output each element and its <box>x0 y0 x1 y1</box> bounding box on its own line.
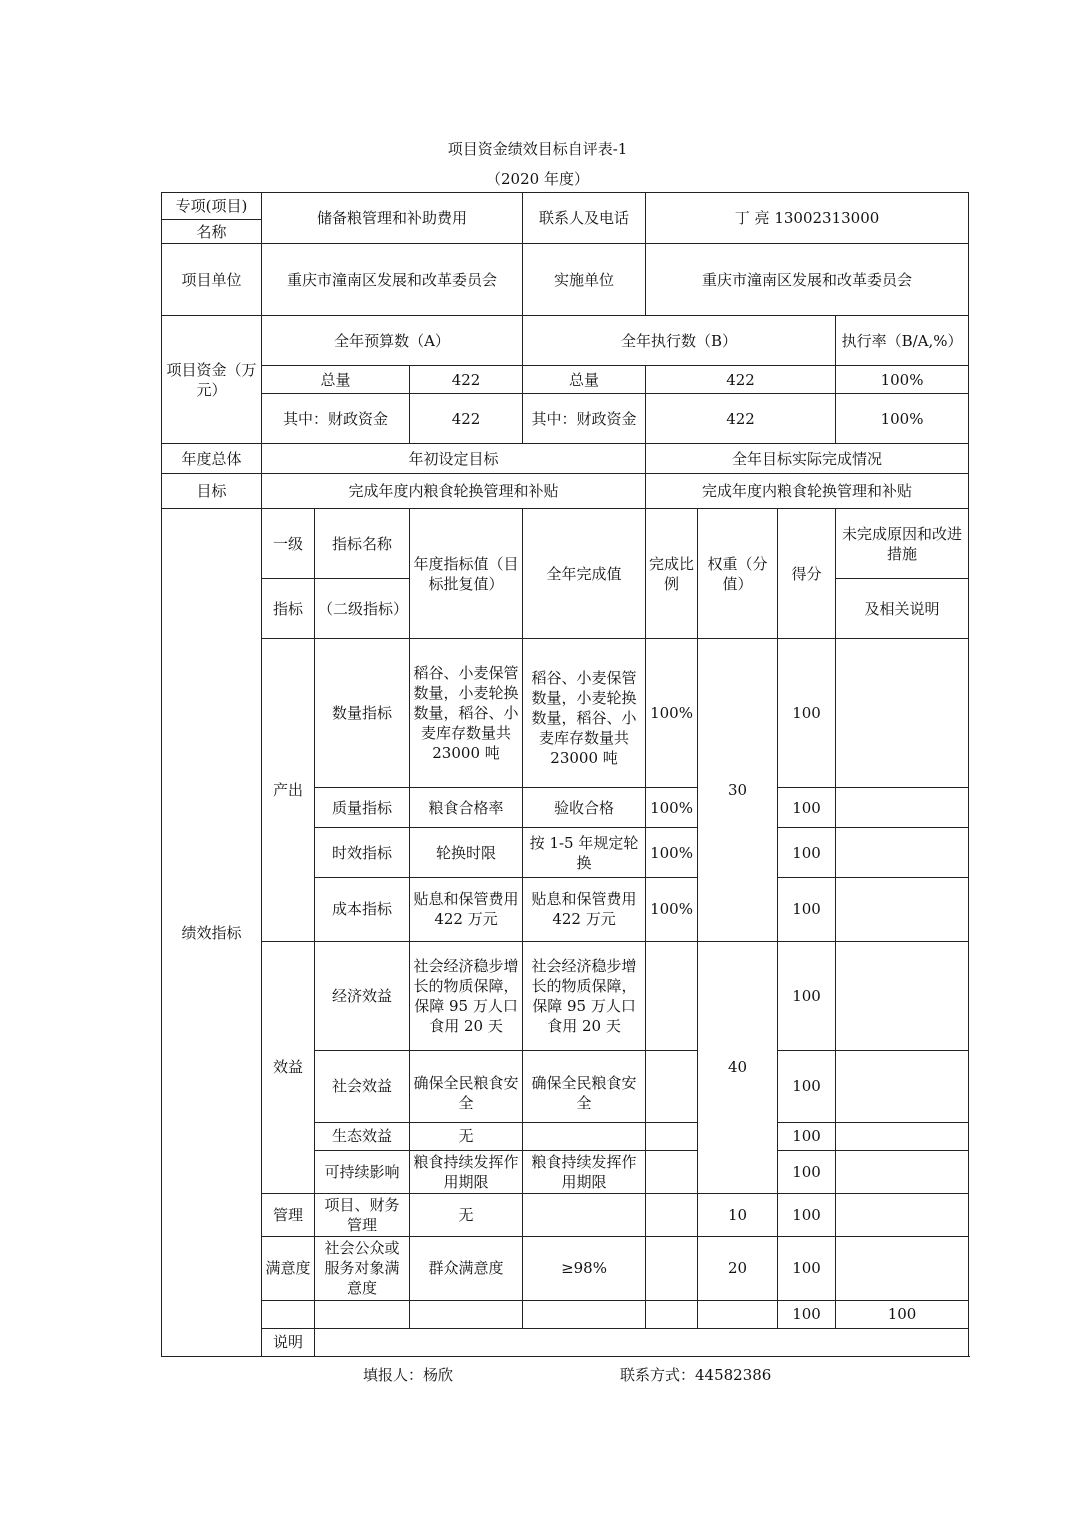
indicator-ratio: 100% <box>646 639 698 788</box>
indicator-name: 可持续影响 <box>315 1150 410 1193</box>
indicator-score: 100 <box>778 1236 836 1300</box>
indicator-actual <box>523 1193 646 1236</box>
indicator-reason <box>836 1193 969 1236</box>
indicator-target: 贴息和保管费用 422 万元 <box>410 878 523 941</box>
indicator-actual: 稻谷、小麦保管数量，小麦轮换数量，稻谷、小麦库存数量共 23000 吨 <box>523 639 646 788</box>
contact-label: 联系人及电话 <box>523 193 646 244</box>
col-actual: 全年完成值 <box>523 509 646 639</box>
indicator-target: 粮食持续发挥作用期限 <box>410 1150 523 1193</box>
indicator-ratio <box>646 1122 698 1150</box>
indicator-actual: 按 1-5 年规定轮换 <box>523 828 646 878</box>
exec-label: 全年执行数（B） <box>523 316 836 366</box>
fiscal-exec: 422 <box>646 394 836 444</box>
indicator-score: 100 <box>778 878 836 941</box>
indicator-ratio <box>646 1150 698 1193</box>
fiscal-budget: 422 <box>410 394 523 444</box>
indicator-ratio <box>646 1193 698 1236</box>
remark-value <box>315 1328 969 1356</box>
indicator-target: 粮食合格率 <box>410 788 523 828</box>
indicator-actual: 确保全民粮食安全 <box>523 1050 646 1122</box>
contact-value: 丁 亮 13002313000 <box>646 193 969 244</box>
indicator-ratio: 100% <box>646 878 698 941</box>
total-row-cell <box>646 1300 698 1328</box>
goals-actual: 完成年度内粮食轮换管理和补贴 <box>646 474 969 509</box>
col-target: 年度指标值（目标批复值） <box>410 509 523 639</box>
category-benefit: 效益 <box>262 941 315 1193</box>
management-weight: 10 <box>698 1193 778 1236</box>
indicator-name: 社会效益 <box>315 1050 410 1122</box>
fiscal-label: 其中：财政资金 <box>262 394 410 444</box>
satisfaction-weight: 20 <box>698 1236 778 1300</box>
indicator-reason <box>836 828 969 878</box>
impl-label: 实施单位 <box>523 244 646 316</box>
indicator-target: 稻谷、小麦保管数量，小麦轮换数量，稻谷、小麦库存数量共 23000 吨 <box>410 639 523 788</box>
indicator-ratio <box>646 941 698 1050</box>
indicators-label: 绩效指标 <box>162 509 262 1357</box>
total-label: 总量 <box>262 366 410 394</box>
project-name-label: 专项(项目) <box>162 193 262 220</box>
indicator-target: 群众满意度 <box>410 1236 523 1300</box>
benefit-weight: 40 <box>698 941 778 1193</box>
col-ratio: 完成比例 <box>646 509 698 639</box>
indicator-name: 社会公众或服务对象满意度 <box>315 1236 410 1300</box>
reporter: 填报人：杨欣 <box>363 1366 454 1384</box>
category-satisfaction: 满意度 <box>262 1236 315 1300</box>
performance-table <box>161 192 969 1357</box>
indicator-reason <box>836 1150 969 1193</box>
goals-initial-label: 年初设定目标 <box>262 444 646 474</box>
total-budget: 422 <box>410 366 523 394</box>
indicator-target: 确保全民粮食安全 <box>410 1050 523 1122</box>
indicator-score: 100 <box>778 1193 836 1236</box>
total-score: 100 <box>836 1300 969 1328</box>
indicator-target: 无 <box>410 1122 523 1150</box>
remark-label: 说明 <box>262 1328 315 1356</box>
indicator-target: 无 <box>410 1193 523 1236</box>
total-rate: 100% <box>836 366 969 394</box>
project-name: 储备粮管理和补助费用 <box>262 193 523 244</box>
col-score: 得分 <box>778 509 836 639</box>
indicator-reason <box>836 1050 969 1122</box>
indicator-name: 质量指标 <box>315 788 410 828</box>
col-reason: 未完成原因和改进措施 <box>836 509 969 579</box>
total-row-cell <box>262 1300 315 1328</box>
indicator-reason <box>836 639 969 788</box>
indicator-target: 社会经济稳步增长的物质保障，保障 95 万人口食用 20 天 <box>410 941 523 1050</box>
indicator-ratio <box>646 1236 698 1300</box>
reporter-contact: 联系方式：44582386 <box>620 1366 772 1384</box>
indicator-score: 100 <box>778 941 836 1050</box>
goals-label-2: 目标 <box>162 474 262 509</box>
indicator-score: 100 <box>778 1122 836 1150</box>
indicator-score: 100 <box>778 1150 836 1193</box>
category-output: 产出 <box>262 639 315 941</box>
indicator-name: 时效指标 <box>315 828 410 878</box>
budget-label: 全年预算数（A） <box>262 316 523 366</box>
indicator-ratio: 100% <box>646 788 698 828</box>
indicator-reason <box>836 1236 969 1300</box>
page-subtitle: （2020 年度） <box>486 170 589 188</box>
indicator-score: 100 <box>778 788 836 828</box>
total-exec-label: 总量 <box>523 366 646 394</box>
indicator-actual: 验收合格 <box>523 788 646 828</box>
indicator-name: 成本指标 <box>315 878 410 941</box>
col-weight: 权重（分值） <box>698 509 778 639</box>
col-name-b: （二级指标） <box>315 579 410 639</box>
unit-value: 重庆市潼南区发展和改革委员会 <box>262 244 523 316</box>
indicator-actual: ≥98% <box>523 1236 646 1300</box>
indicator-ratio: 100% <box>646 828 698 878</box>
fiscal-exec-label: 其中：财政资金 <box>523 394 646 444</box>
col-level1-b: 指标 <box>262 579 315 639</box>
unit-label: 项目单位 <box>162 244 262 316</box>
total-row-cell <box>410 1300 523 1328</box>
page-title: 项目资金绩效目标自评表-1 <box>447 140 628 158</box>
col-level1: 一级 <box>262 509 315 579</box>
indicator-reason <box>836 788 969 828</box>
category-management: 管理 <box>262 1193 315 1236</box>
goals-initial: 完成年度内粮食轮换管理和补贴 <box>262 474 646 509</box>
total-row-cell <box>315 1300 410 1328</box>
project-name-label-2: 名称 <box>162 220 262 244</box>
indicator-actual <box>523 1122 646 1150</box>
indicator-ratio <box>646 1050 698 1122</box>
indicator-score: 100 <box>778 639 836 788</box>
indicator-score: 100 <box>778 828 836 878</box>
indicator-reason <box>836 878 969 941</box>
total-exec: 422 <box>646 366 836 394</box>
indicator-name: 项目、财务管理 <box>315 1193 410 1236</box>
col-name: 指标名称 <box>315 509 410 579</box>
indicator-score: 100 <box>778 1050 836 1122</box>
indicator-reason <box>836 941 969 1050</box>
output-weight: 30 <box>698 639 778 941</box>
total-row-cell <box>523 1300 646 1328</box>
indicator-name: 生态效益 <box>315 1122 410 1150</box>
indicator-name: 数量指标 <box>315 639 410 788</box>
impl-value: 重庆市潼南区发展和改革委员会 <box>646 244 969 316</box>
indicator-actual: 贴息和保管费用 422 万元 <box>523 878 646 941</box>
goals-actual-label: 全年目标实际完成情况 <box>646 444 969 474</box>
rate-label: 执行率（B/A,%） <box>836 316 969 366</box>
total-weight: 100 <box>778 1300 836 1328</box>
indicator-actual: 粮食持续发挥作用期限 <box>523 1150 646 1193</box>
fiscal-rate: 100% <box>836 394 969 444</box>
indicator-target: 轮换时限 <box>410 828 523 878</box>
total-row-cell <box>698 1300 778 1328</box>
indicator-actual: 社会经济稳步增长的物质保障，保障 95 万人口食用 20 天 <box>523 941 646 1050</box>
indicator-reason <box>836 1122 969 1150</box>
goals-label: 年度总体 <box>162 444 262 474</box>
funds-label: 项目资金（万元） <box>162 316 262 444</box>
col-reason-b: 及相关说明 <box>836 579 969 639</box>
indicator-name: 经济效益 <box>315 941 410 1050</box>
